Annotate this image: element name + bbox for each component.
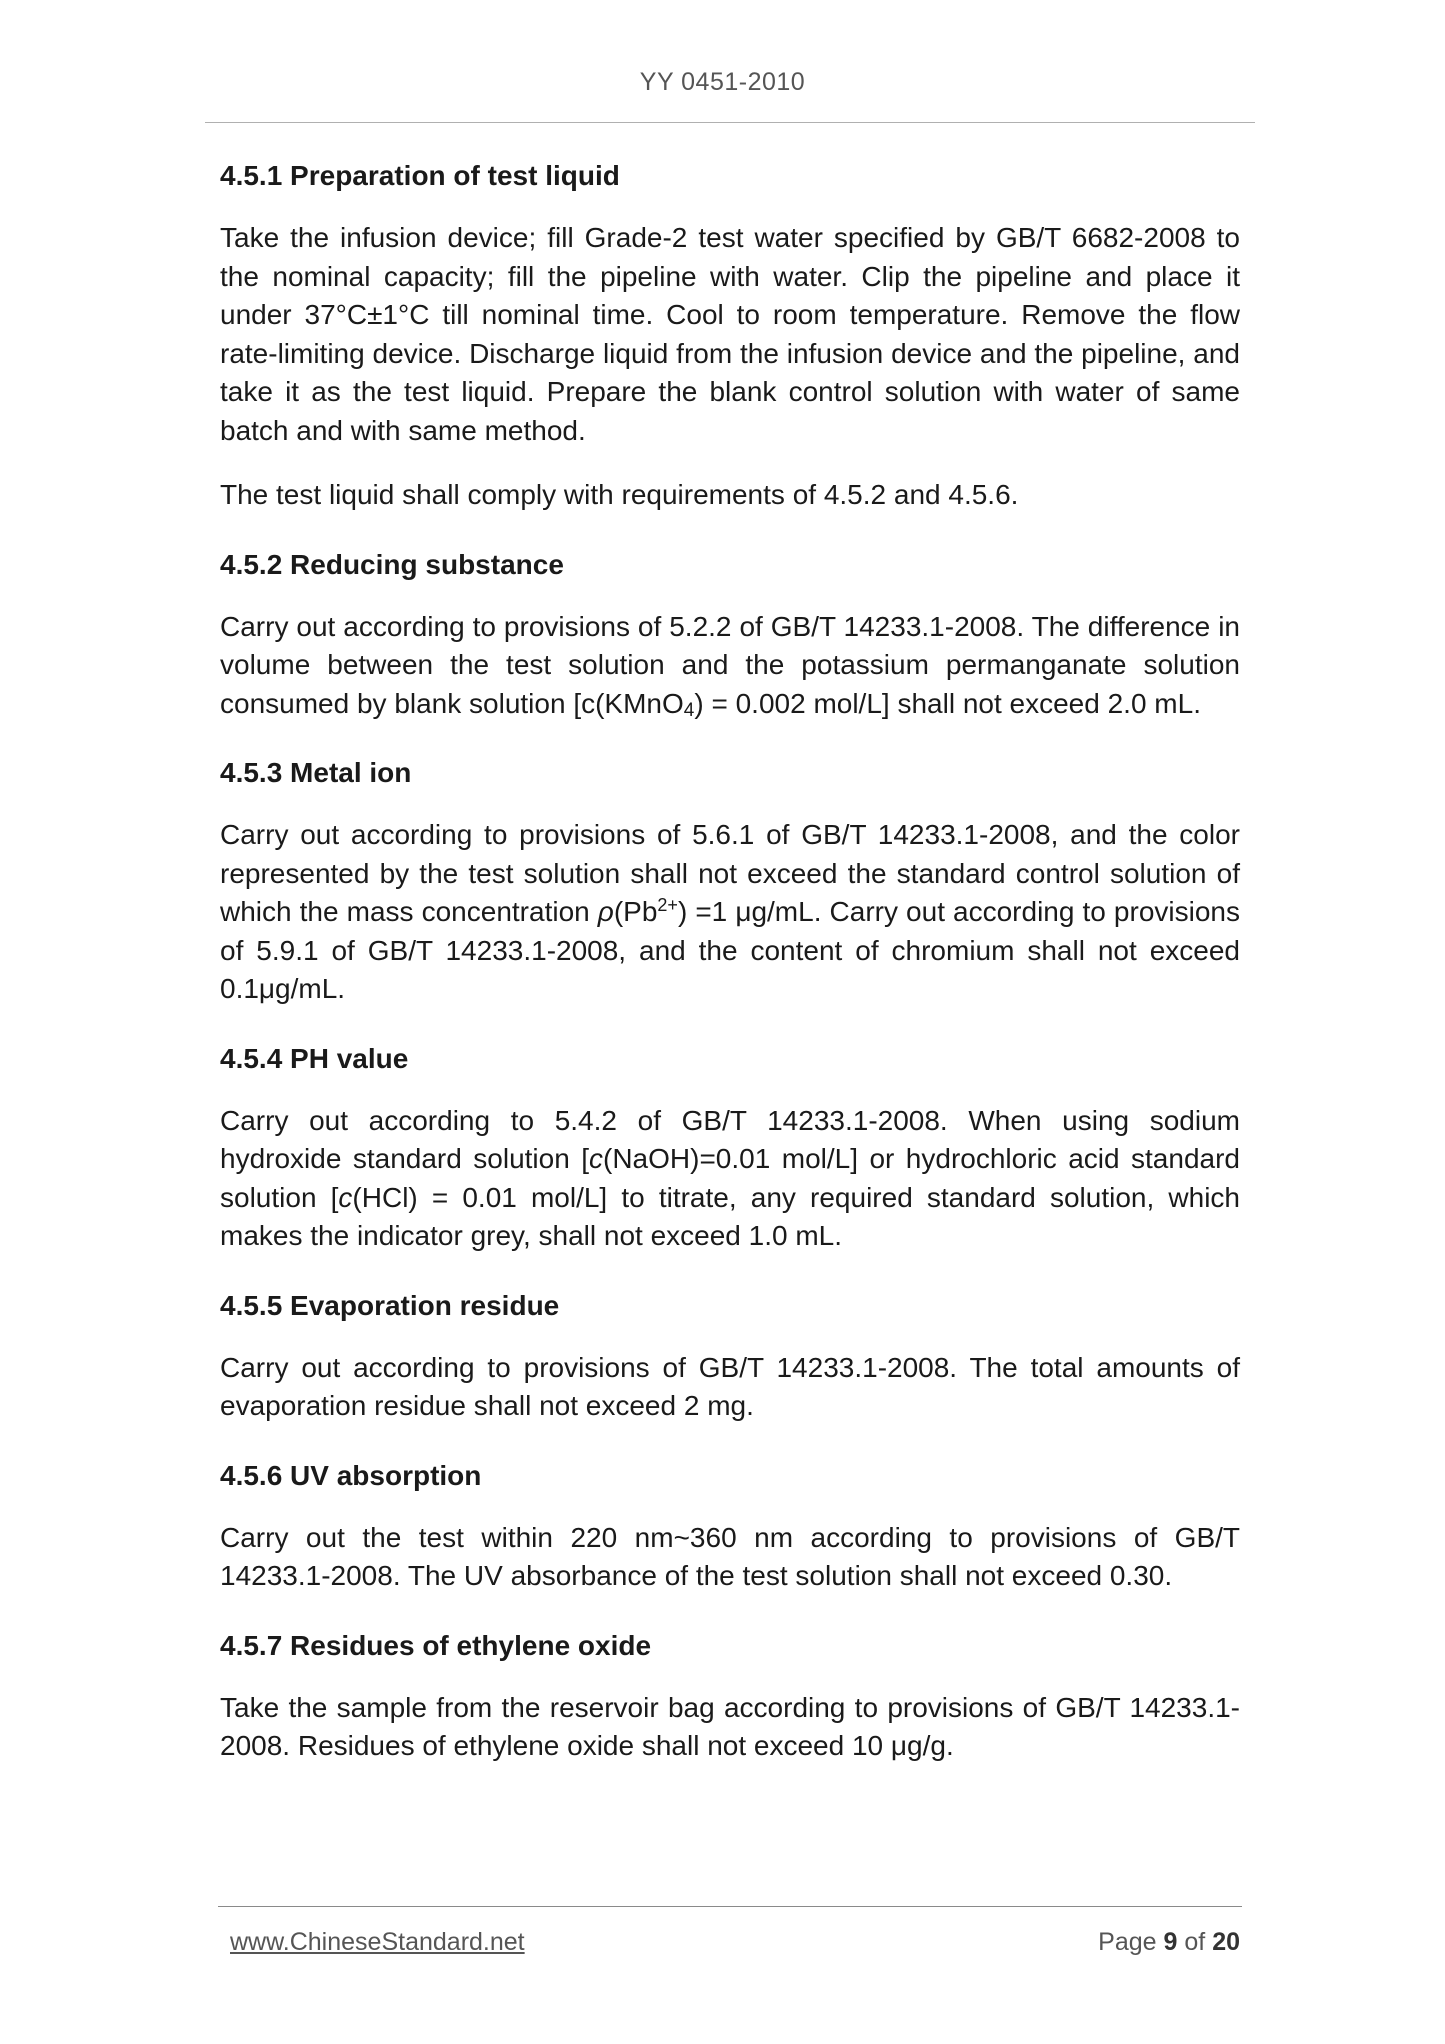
header-divider: [205, 122, 1255, 123]
text-run: ) = 0.002 mol/L] shall not exceed 2.0 mL.: [694, 687, 1201, 719]
section-heading-4-5-7: 4.5.7 Residues of ethylene oxide: [220, 1629, 652, 1661]
paragraph-uv-absorption: Carry out the test within 220 nm~360 nm according to provisions of GB/T 14233.1-2008. The UV absorbance of the test solution shall not exceed 0.30.: [220, 1521, 1240, 1591]
superscript: 2+: [657, 895, 678, 915]
document-id-header: YY 0451-2010: [639, 68, 806, 96]
current-page: 9: [1163, 1928, 1178, 1956]
paragraph-ph-value: [220, 1102, 1240, 1256]
page-of-word: of: [1184, 1928, 1206, 1956]
text-run: (NaOH)=0.01 mol/L] or hydrochloric acid standard solution [: [220, 1143, 1240, 1213]
section-heading-4-5-5: 4.5.5 Evaporation residue: [220, 1289, 560, 1321]
text-run: Carry out according to 5.4.2 of GB/T 14233.1-2008. When using sodium hydroxide standard solution [: [220, 1104, 1240, 1174]
section-heading-4-5-1: 4.5.1 Preparation of test liquid: [220, 160, 620, 191]
paragraph-test-liquid-compliance: The test liquid shall comply with requirements of 4.5.2 and 4.5.6.: [220, 479, 1019, 510]
rho-symbol: ρ: [597, 896, 614, 927]
section-heading-4-5-2: 4.5.2 Reducing substance: [220, 548, 564, 580]
concentration-symbol: c: [338, 1181, 353, 1213]
paragraph-ethylene-oxide: Take the sample from the reservoir bag according to provisions of GB/T 14233.1-2008. Residues of ethylene oxide shall not exceed 10 μg/g.: [220, 1691, 1240, 1761]
page-content: [220, 152, 1240, 1792]
paragraph-reducing-substance: [220, 608, 1240, 724]
section-heading-4-5-3: 4.5.3 Metal ion: [220, 757, 412, 788]
text-run: (HCl) = 0.01 mol/L] to titrate, any required standard solution, which makes the indicator grey, shall not exceed 1.0 mL.: [220, 1181, 1240, 1251]
page-number: [1098, 1928, 1240, 1957]
subscript: 4: [683, 699, 695, 721]
paragraph-metal-ion: [220, 816, 1240, 1009]
section-heading-4-5-6: 4.5.6 UV absorption: [220, 1459, 482, 1491]
paragraph-test-liquid-preparation: Take the infusion device; fill Grade-2 test water specified by GB/T 6682-2008 to the nominal capacity; fill the pipeline with water. Clip the pipeline and place it under 37°C±1°C till nominal time. Cool to room temperature. Remove the flow rate-limiting device. Discharge liquid from the infusion device and the pipeline, and take it as the test liquid. Prepare the blank control solution with water of same batch and with same method.: [220, 222, 1240, 446]
footer-divider: [218, 1906, 1242, 1907]
page-word: Page: [1098, 1928, 1157, 1956]
total-pages: 20: [1212, 1928, 1240, 1956]
text-run: (Pb: [613, 896, 658, 927]
text-run: ) =1 μg/mL. Carry out according to provisions of 5.9.1 of GB/T 14233.1-2008, and the content of chromium shall not exceed 0.1μg/mL.: [220, 896, 1240, 1004]
website-link[interactable]: www.ChineseStandard.net: [230, 1928, 525, 1956]
paragraph-evaporation-residue: Carry out according to provisions of GB/T 14233.1-2008. The total amounts of evaporation residue shall not exceed 2 mg.: [220, 1351, 1240, 1421]
concentration-symbol: c: [589, 1143, 604, 1174]
text-run: Carry out according to provisions of 5.2.2 of GB/T 14233.1-2008. The difference in volume between the test solution and the potassium permanganate solution consumed by blank solution [c(KMnO: [220, 610, 1240, 719]
text-run: Carry out according to provisions of 5.6.1 of GB/T 14233.1-2008, and the color represented by the test solution shall not exceed the standard control solution of which the mass concentration: [220, 819, 1240, 927]
section-heading-4-5-4: 4.5.4 PH value: [220, 1042, 409, 1074]
